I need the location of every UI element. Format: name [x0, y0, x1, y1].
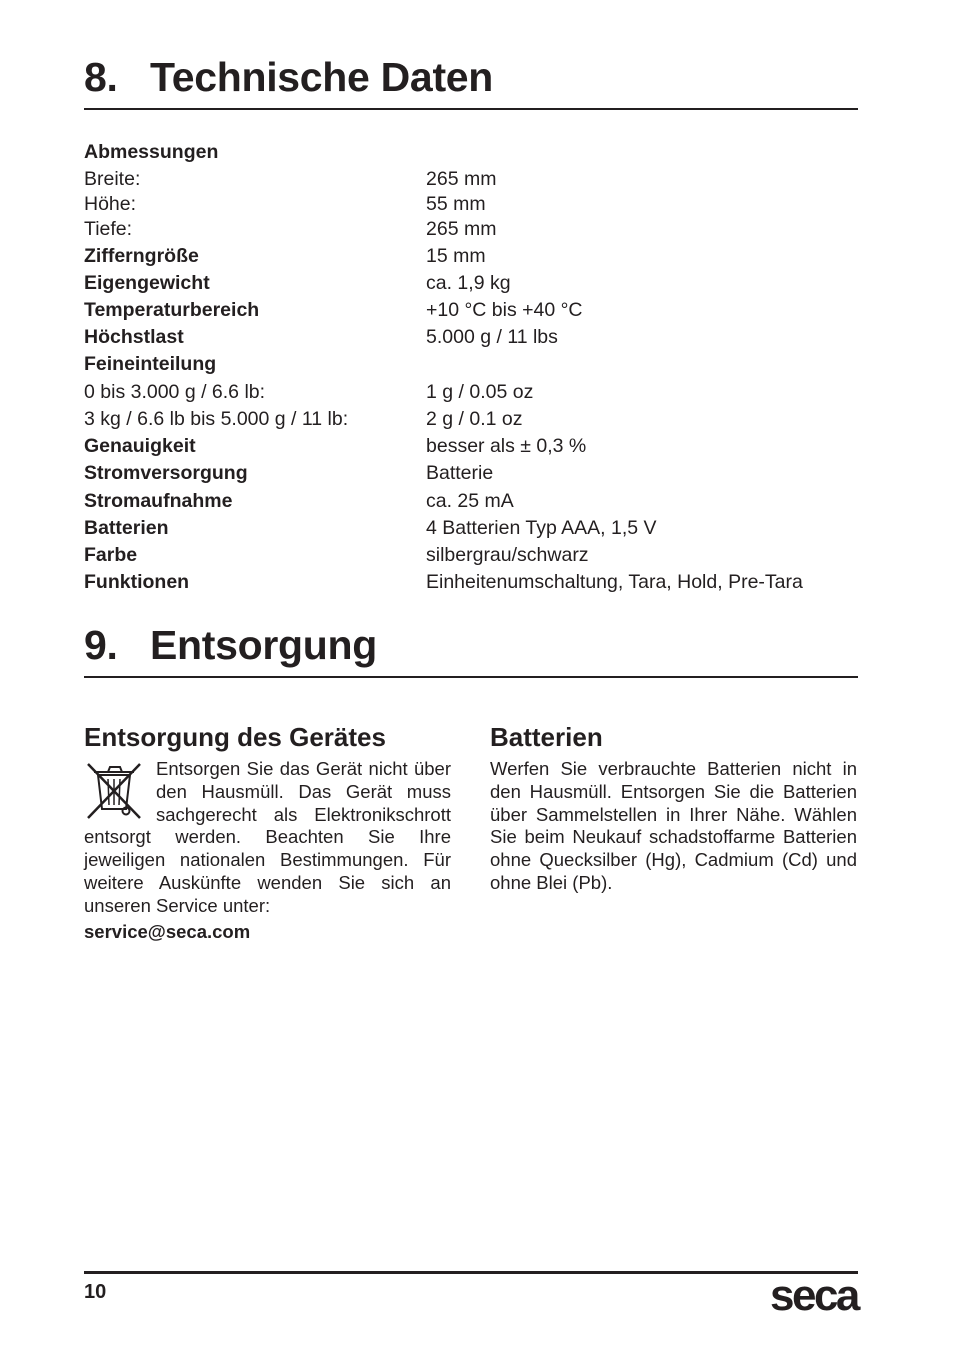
section-heading: Entsorgung	[150, 622, 378, 668]
spec-label: Funktionen	[84, 571, 190, 593]
spec-label: Abmessungen	[84, 141, 219, 163]
section-number: 9.	[84, 622, 118, 668]
spec-label: Batterien	[84, 517, 169, 539]
spec-label: Stromversorgung	[84, 462, 248, 484]
spec-value: 15 mm	[426, 245, 486, 267]
battery-disposal-paragraph: Werfen Sie verbrauchte Batterien nicht in den Hausmüll. Entsorgen Sie die Batterien über Sammelstellen in Ihrer Nähe. Wählen Sie beim Neukauf schadstoffarme Batterien ohne Quecksilber (Hg), Cadmium (Cd) und ohne Blei (Pb).	[490, 758, 857, 893]
spec-label: 3 kg / 6.6 lb bis 5.000 g / 11 lb:	[84, 408, 349, 430]
spec-label: Tiefe:	[84, 218, 133, 240]
device-disposal-heading: Entsorgung des Gerätes	[84, 722, 386, 752]
spec-value: silbergrau/schwarz	[426, 544, 589, 566]
section-number: 8.	[84, 54, 118, 100]
spec-label: 0 bis 3.000 g / 6.6 lb:	[84, 381, 266, 403]
battery-disposal-heading: Batterien	[490, 722, 603, 752]
spec-value: 265 mm	[426, 168, 497, 190]
spec-value: ca. 25 mA	[426, 490, 514, 512]
spec-value: +10 °C bis +40 °C	[426, 299, 583, 321]
spec-value: ca. 1,9 kg	[426, 272, 511, 294]
spec-label: Eigengewicht	[84, 272, 210, 294]
seca-logo: seca	[770, 1271, 858, 1320]
spec-value: 55 mm	[426, 193, 486, 215]
spec-value: 2 g / 0.1 oz	[426, 408, 523, 430]
spec-value: 5.000 g / 11 lbs	[426, 326, 558, 348]
spec-value: Batterie	[426, 462, 494, 484]
spec-label: Breite:	[84, 168, 141, 190]
crossed-out-wheelie-bin-icon	[84, 760, 144, 820]
spec-label: Farbe	[84, 544, 138, 566]
footer-divider	[84, 1271, 858, 1274]
device-disposal-text-block	[84, 758, 451, 943]
spec-label: Stromaufnahme	[84, 490, 233, 512]
spec-label: Höchstlast	[84, 326, 184, 348]
spec-label: Höhe:	[84, 193, 137, 215]
spec-label: Feineinteilung	[84, 353, 217, 375]
spec-value: Einheitenumschaltung, Tara, Hold, Pre-Tara	[426, 571, 803, 593]
page-number: 10	[84, 1281, 107, 1303]
device-disposal-paragraph: Entsorgen Sie das Gerät nicht über den Hausmüll. Das Gerät muss sachgerecht als Elektronikschrott entsorgt werden. Beachten Sie Ihre jeweiligen nationalen Bestimmungen. Für weitere Auskünfte wenden Sie sich an unseren Service unter:	[84, 758, 451, 916]
service-email: service@seca.com	[84, 920, 251, 942]
section-title-disposal	[84, 622, 858, 678]
spec-label: Temperaturbereich	[84, 299, 260, 321]
spec-value: 1 g / 0.05 oz	[426, 381, 534, 403]
spec-value: 4 Batterien Typ AAA, 1,5 V	[426, 517, 657, 539]
spec-label: Genauigkeit	[84, 435, 196, 457]
section-title-technical-data	[84, 54, 858, 110]
spec-value: besser als ± 0,3 %	[426, 435, 587, 457]
spec-label: Zifferngröße	[84, 245, 199, 267]
spec-value: 265 mm	[426, 218, 497, 240]
section-heading: Technische Daten	[150, 54, 494, 100]
